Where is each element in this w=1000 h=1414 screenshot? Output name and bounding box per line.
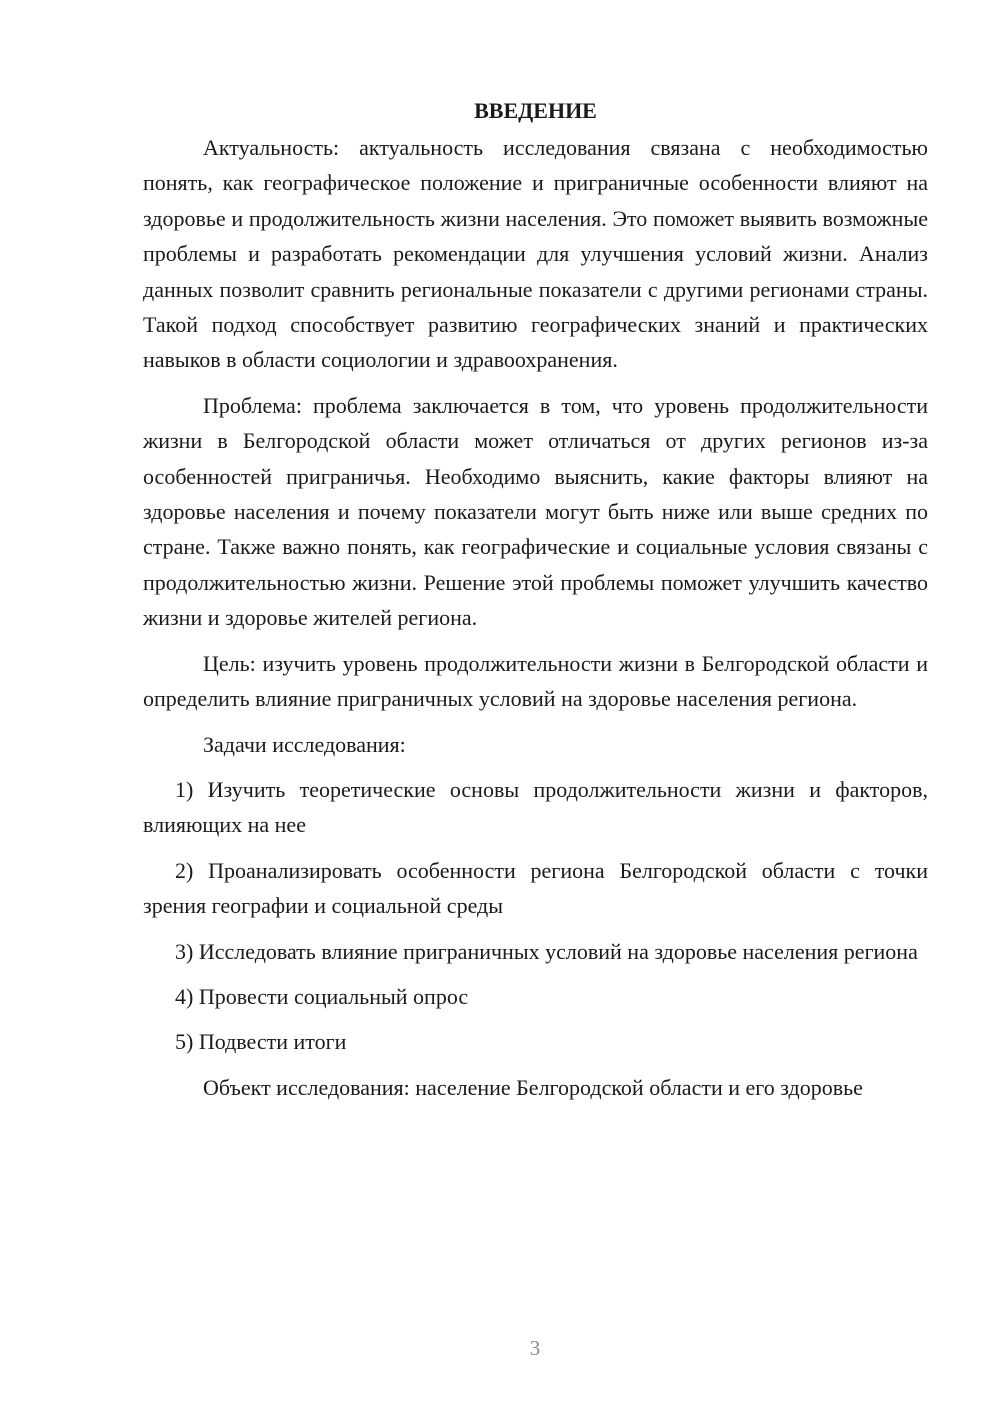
tasks-heading: Задачи исследования: [203, 731, 406, 757]
relevance-paragraph: Актуальность: актуальность исследования связана с необходимостью понять, как географическое положение и приграничные особенности влияют на здоровье и продолжительность жизни населения. Это поможет выявить возможные проблемы и разработать рекомендации для улучшения условий жизни. Анализ данных позволит сравнить региональные показатели с другими регионами страны. Такой подход способствует развитию географических знаний и практических навыков в области социологии и здравоохранения. [143, 135, 928, 373]
task-item-5: 5) Подвести итоги [175, 1029, 347, 1055]
document-page [143, 96, 928, 1115]
problem-paragraph: Проблема: проблема заключается в том, что уровень продолжительности жизни в Белгородской области может отличаться от других регионов из-за особенностей приграничья. Необходимо выяснить, какие факторы влияют на здоровье населения и почему показатели могут быть ниже или выше средних по стране. Также важно понять, как географические и социальные условия связаны с продолжительностью жизни. Решение этой проблемы поможет улучшить качество жизни и здоровье жителей региона. [143, 392, 928, 631]
task-item-3: 3) Исследовать влияние приграничных условий на здоровье населения региона [175, 938, 918, 964]
task-item-1: 1) Изучить теоретические основы продолжительности жизни и факторов, влияющих на нее [143, 776, 928, 838]
goal-paragraph: Цель: изучить уровень продолжительности жизни в Белгородской области и определить влияние приграничных условий на здоровье населения региона. [143, 650, 928, 712]
task-item-4: 4) Провести социальный опрос [175, 983, 469, 1009]
section-title: ВВЕДЕНИЕ [474, 98, 597, 123]
task-item-2: 2) Проанализировать особенности региона Белгородской области с точки зрения географии и социальной среды [143, 857, 928, 919]
object-paragraph: Объект исследования: население Белгородской области и его здоровье [203, 1074, 863, 1100]
page-number: 3 [529, 1336, 541, 1360]
